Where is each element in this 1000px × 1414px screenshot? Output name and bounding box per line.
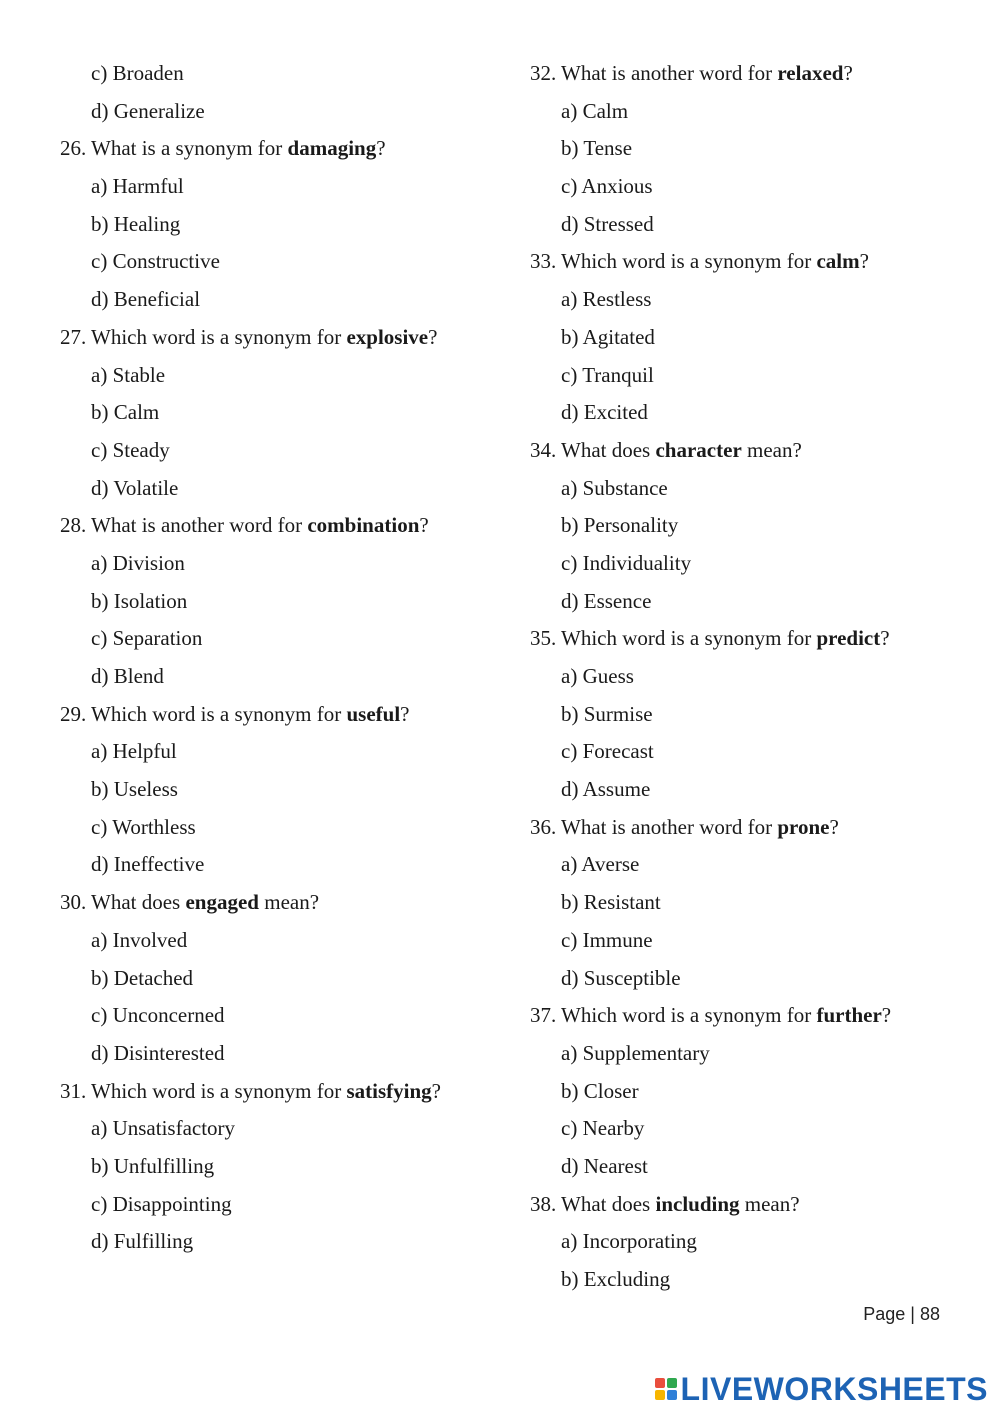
option-text: Fulfilling [113,1229,194,1254]
option-text: Excited [583,400,648,425]
question-suffix: ? [880,626,890,651]
option-text: Guess [582,664,634,688]
option-text: Disappointing [112,1191,232,1216]
option-text: Incorporating [582,1229,697,1254]
answer-option [530,1261,960,1299]
question-number: 36. [530,814,557,839]
option-text: Volatile [113,475,179,500]
option-letter: b) [91,588,109,613]
question-keyword: predict [816,626,881,651]
option-letter: a) [561,852,578,877]
answer-option [530,93,960,131]
question-number: 30. [60,890,87,915]
question-stem [60,319,490,357]
option-text: Involved [112,927,188,952]
option-letter: a) [561,1040,578,1065]
option-letter: d) [91,1229,109,1254]
question-number: 28. [60,513,87,538]
option-text: Detached [113,965,194,990]
answer-option [530,1035,960,1073]
option-letter: d) [561,1153,579,1178]
answer-option [530,733,960,771]
question-text: Which word is a synonym for [561,626,817,651]
answer-option [60,206,490,244]
option-text: Resistant [583,890,661,915]
question-suffix: ? [419,513,429,538]
option-letter: a) [91,550,108,575]
answer-option [60,55,490,93]
answer-option [60,243,490,281]
option-letter: a) [561,287,578,312]
question-stem [530,620,960,658]
answer-option [60,620,490,658]
question-suffix: ? [843,61,853,85]
option-letter: c) [91,437,108,462]
answer-option [60,1110,490,1148]
option-letter: a) [561,475,578,500]
option-letter: b) [91,211,109,236]
answer-option [530,658,960,696]
question-stem [530,1186,960,1224]
option-text: Agitated [582,324,655,349]
question-number: 29. [60,701,87,726]
question-stem [60,130,490,168]
option-text: Immune [582,927,653,952]
answer-option [60,771,490,809]
question-keyword: further [816,1003,882,1028]
question-stem [60,884,490,922]
option-text: Susceptible [583,965,681,990]
question-suffix: mean? [741,437,802,462]
option-text: Substance [582,475,668,500]
answer-option [530,470,960,508]
question-number: 31. [60,1078,87,1103]
question-stem [60,696,490,734]
question-text: What does [561,1191,656,1216]
question-suffix: ? [431,1078,441,1103]
question-keyword: combination [307,513,420,538]
question-number: 32. [530,61,557,85]
liveworksheets-wordmark: LIVEWORKSHEETS [680,1371,988,1407]
question-stem [530,997,960,1035]
answer-option [530,281,960,319]
option-text: Averse [581,852,640,877]
answer-option [530,168,960,206]
option-text: Excluding [583,1267,671,1291]
option-letter: a) [91,739,108,764]
question-suffix: ? [881,1003,892,1028]
question-suffix: ? [400,701,410,726]
option-text: Individuality [582,550,692,575]
option-letter: b) [561,1078,579,1103]
option-letter: d) [561,400,579,425]
option-text: Essence [583,588,652,613]
option-letter: b) [561,136,579,161]
answer-option [530,1148,960,1186]
answer-option [530,394,960,432]
question-text: What does [561,437,656,462]
question-stem [60,1073,490,1111]
option-letter: c) [561,174,578,199]
answer-option [530,960,960,998]
option-text: Stressed [583,211,654,236]
option-letter: c) [561,739,578,764]
question-text: What is another word for [561,814,778,839]
question-suffix: mean? [258,890,320,915]
option-letter: b) [561,890,579,915]
option-letter: c) [561,1116,578,1141]
option-letter: a) [561,1229,578,1254]
option-letter: b) [561,701,579,726]
option-letter: d) [91,475,109,500]
answer-option [530,583,960,621]
answer-option [530,206,960,244]
option-text: Harmful [112,174,184,199]
option-text: Calm [113,400,160,425]
answer-option [530,357,960,395]
option-text: Worthless [112,814,196,839]
question-number: 33. [530,249,557,274]
option-text: Generalize [113,98,205,123]
option-letter: d) [561,777,579,802]
question-keyword: including [655,1191,740,1216]
answer-option [60,168,490,206]
option-letter: c) [91,249,108,274]
answer-option [530,130,960,168]
option-letter: d) [91,98,109,123]
question-keyword: character [655,437,742,462]
question-keyword: calm [816,249,860,274]
option-text: Surmise [583,701,653,726]
question-text: What is another word for [561,61,778,85]
question-keyword: satisfying [346,1078,432,1103]
answer-option [60,997,490,1035]
question-text: Which word is a synonym for [91,701,347,726]
question-text: What is another word for [91,513,308,538]
answer-option [60,658,490,696]
answer-option [60,960,490,998]
right-column [530,55,960,1299]
option-letter: c) [561,362,578,387]
question-stem [530,809,960,847]
answer-option [60,1223,490,1261]
left-column [60,55,490,1261]
answer-option [530,696,960,734]
answer-option [530,1223,960,1261]
question-text: What does [91,890,186,915]
option-text: Closer [583,1078,639,1103]
option-text: Division [112,550,185,575]
option-letter: b) [561,1267,579,1291]
question-keyword: useful [346,701,401,726]
liveworksheets-branding[interactable] [655,1372,988,1406]
question-text: What is a synonym for [91,136,288,161]
option-text: Beneficial [113,287,201,312]
option-letter: b) [91,1153,109,1178]
question-number: 37. [530,1003,557,1028]
question-number: 35. [530,626,557,651]
liveworksheets-logo-icon [655,1378,677,1400]
option-text: Personality [583,513,679,538]
answer-option [530,846,960,884]
option-letter: d) [91,852,109,877]
option-letter: b) [91,777,109,802]
question-keyword: relaxed [777,61,844,85]
option-text: Blend [113,664,164,688]
question-text: Which word is a synonym for [561,249,817,274]
answer-option [60,846,490,884]
option-text: Tense [583,136,633,161]
option-letter: a) [91,174,108,199]
question-number: 34. [530,437,557,462]
answer-option [60,583,490,621]
option-letter: a) [561,664,578,688]
option-text: Healing [113,211,181,236]
question-text: Which word is a synonym for [91,324,347,349]
option-letter: d) [91,1040,109,1065]
option-text: Separation [112,626,203,651]
option-letter: c) [91,1191,108,1216]
option-text: Unfulfilling [113,1153,215,1178]
option-text: Constructive [112,249,220,274]
option-text: Broaden [112,61,184,85]
question-text: Which word is a synonym for [561,1003,817,1028]
question-suffix: ? [829,814,839,839]
option-text: Helpful [112,739,177,764]
answer-option [530,1073,960,1111]
logo-square-blue [667,1390,677,1400]
option-letter: b) [91,400,109,425]
question-number: 27. [60,324,87,349]
logo-square-red [655,1378,665,1388]
option-text: Isolation [113,588,188,613]
answer-option [530,545,960,583]
question-keyword: engaged [185,890,259,915]
answer-option [530,319,960,357]
question-text: Which word is a synonym for [91,1078,347,1103]
question-stem [530,243,960,281]
option-letter: c) [561,550,578,575]
logo-square-green [667,1378,677,1388]
answer-option [60,432,490,470]
question-stem [530,432,960,470]
question-keyword: damaging [287,136,377,161]
option-letter: a) [561,98,578,123]
option-letter: c) [91,814,108,839]
answer-option [60,93,490,131]
question-suffix: ? [428,324,438,349]
logo-square-yellow [655,1390,665,1400]
question-number: 38. [530,1191,557,1216]
answer-option [530,507,960,545]
option-text: Restless [582,287,652,312]
answer-option [60,470,490,508]
option-letter: d) [561,588,579,613]
answer-option [60,545,490,583]
answer-option [60,733,490,771]
answer-option [530,884,960,922]
option-letter: b) [561,324,579,349]
question-number: 26. [60,136,87,161]
option-letter: c) [91,1003,108,1028]
question-keyword: prone [777,814,830,839]
question-suffix: ? [376,136,386,161]
option-letter: a) [91,1116,108,1141]
option-letter: b) [561,513,579,538]
option-text: Forecast [582,739,654,764]
answer-option [530,1110,960,1148]
question-suffix: mean? [739,1191,800,1216]
answer-option [60,809,490,847]
option-text: Useless [113,777,178,802]
option-text: Unconcerned [112,1003,225,1028]
option-letter: d) [91,664,109,688]
option-letter: c) [91,626,108,651]
answer-option [60,281,490,319]
option-letter: c) [91,61,108,85]
answer-option [60,1035,490,1073]
question-suffix: ? [859,249,869,274]
option-text: Calm [582,98,629,123]
option-letter: d) [91,287,109,312]
answer-option [530,771,960,809]
answer-option [60,357,490,395]
option-letter: a) [91,362,108,387]
page-number: Page | 88 [863,1304,940,1324]
answer-option [60,1186,490,1224]
question-keyword: explosive [346,324,429,349]
option-text: Stable [112,362,166,387]
answer-option [60,922,490,960]
option-text: Disinterested [113,1040,225,1065]
answer-option [60,394,490,432]
option-letter: c) [561,927,578,952]
option-text: Anxious [581,174,653,199]
option-text: Supplementary [582,1040,710,1065]
option-text: Unsatisfactory [112,1116,236,1141]
option-text: Tranquil [582,362,654,387]
option-text: Ineffective [113,852,205,877]
option-text: Assume [582,777,651,802]
question-stem [60,507,490,545]
option-text: Nearby [582,1116,645,1141]
question-stem [530,55,960,93]
option-text: Steady [112,437,170,462]
option-letter: d) [561,965,579,990]
answer-option [530,922,960,960]
option-letter: d) [561,211,579,236]
option-letter: a) [91,927,108,952]
option-text: Nearest [583,1153,648,1178]
answer-option [60,1148,490,1186]
option-letter: b) [91,965,109,990]
